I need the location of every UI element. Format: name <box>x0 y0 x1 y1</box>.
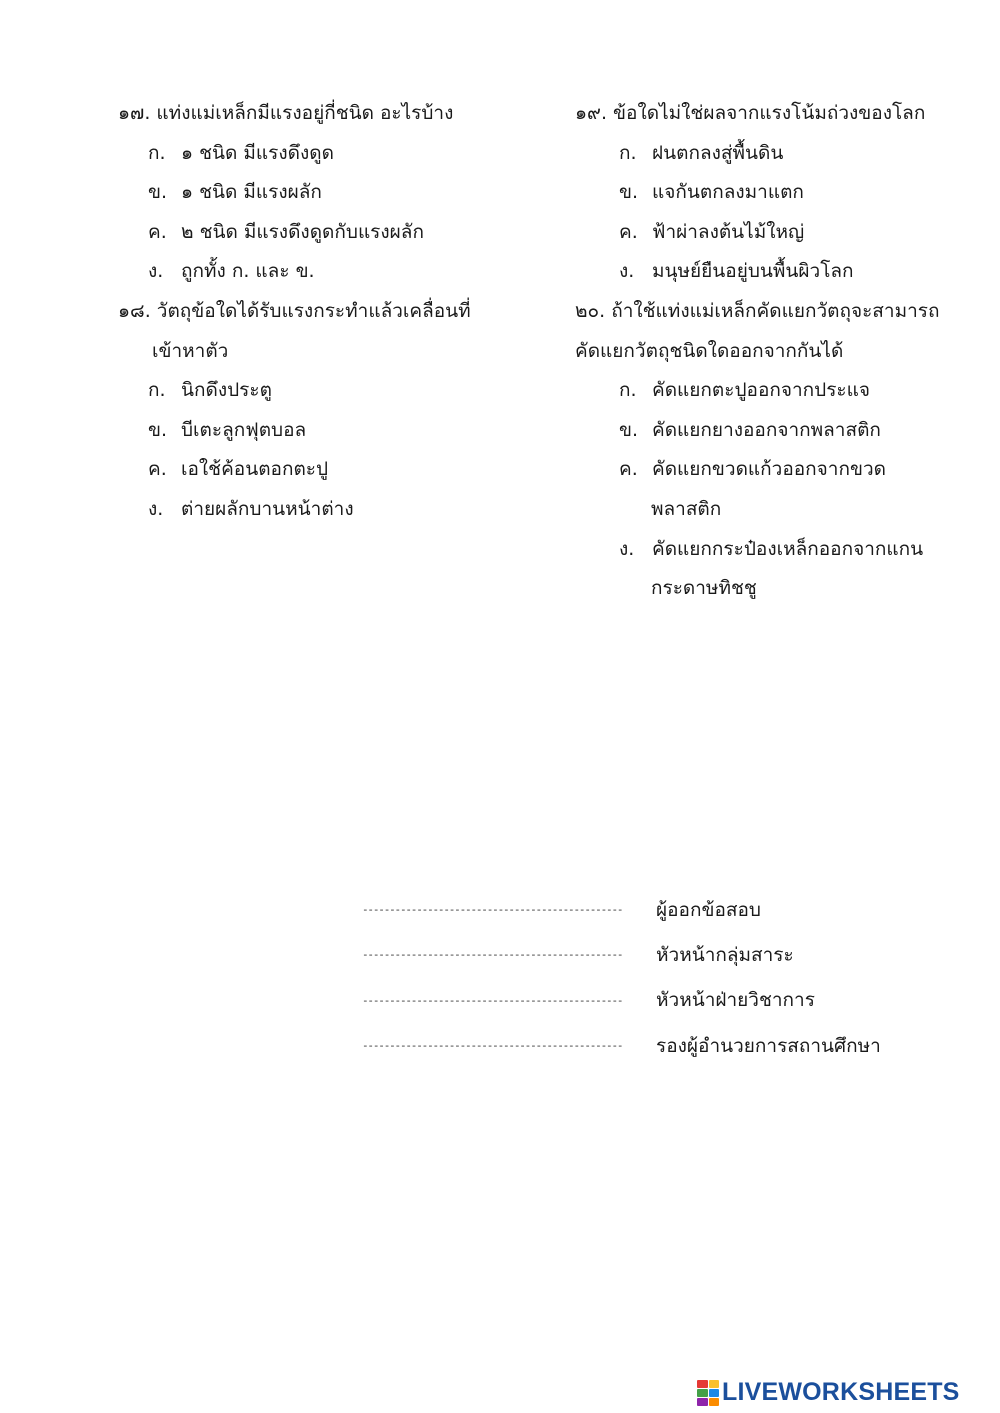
option-text: คัดแยกกระป๋องเหล็กออกจากแกน <box>652 537 924 560</box>
option-text: คัดแยกยางออกจากพลาสติก <box>652 418 881 441</box>
option-text: คัดแยกตะปูออกจากประแจ <box>652 379 871 402</box>
q18-option-b <box>118 411 518 451</box>
option-text: ต่ายผลักบานหน้าต่าง <box>181 497 354 520</box>
option-letter: ค. <box>619 220 638 243</box>
question-18: ๑๘. วัตถุข้อใดได้รับแรงกระทำแล้วเคลื่อนที่ <box>118 299 471 322</box>
option-text: บีเตะลูกฟุตบอล <box>181 418 307 441</box>
option-letter: ก. <box>619 379 637 402</box>
option-text: มนุษย์ยืนอยู่บนพื้นผิวโลก <box>652 260 854 283</box>
option-letter: ข. <box>619 181 639 204</box>
option-text: แจกันตกลงมาแตก <box>652 181 804 204</box>
q19-option-b <box>575 173 970 213</box>
q20-option-c <box>575 450 970 490</box>
option-text: ฝนตกลงสู่พื้นดิน <box>652 141 784 164</box>
question-19: ๑๙. ข้อใดไม่ใช่ผลจากแรงโน้มถ่วงของโลก <box>575 102 926 124</box>
option-text: ๒ ชนิด มีแรงดึงดูดกับแรงผลัก <box>181 220 424 243</box>
mark-block <box>709 1389 720 1397</box>
signature-line: ------------------------------------------------ <box>362 993 623 1007</box>
brand-text: LIVEWORKSHEETS <box>722 1378 960 1406</box>
signature-role: หัวหน้ากลุ่มสาระ <box>656 943 794 966</box>
q18-option-d <box>118 490 518 530</box>
option-text: ๑ ชนิด มีแรงผลัก <box>181 181 322 204</box>
q20-option-b <box>575 411 970 451</box>
signature-row-deputy-director <box>362 1023 962 1068</box>
q19-option-c <box>575 213 970 253</box>
mark-block <box>709 1398 720 1406</box>
mark-block <box>697 1389 708 1397</box>
option-text: คัดแยกขวดแก้วออกจากขวด <box>652 458 886 481</box>
q19-option-d <box>575 252 970 292</box>
signature-line: ------------------------------------------------ <box>362 1039 623 1053</box>
option-letter: ก. <box>148 379 166 402</box>
question-20: ๒๐. ถ้าใช้แท่งแม่เหล็กคัดแยกวัตถุจะสามารถ <box>575 299 940 322</box>
liveworksheets-mark-icon <box>697 1380 719 1406</box>
q18-option-a <box>118 371 518 411</box>
right-column <box>575 94 970 609</box>
signature-line: ------------------------------------------------ <box>362 948 623 962</box>
question-20-continuation: คัดแยกวัตถุชนิดใดออกจากกันได้ <box>575 339 844 362</box>
mark-block <box>709 1380 720 1388</box>
signature-row-academic-head <box>362 978 962 1023</box>
option-letter: ข. <box>619 418 639 441</box>
option-letter: ข. <box>148 181 168 204</box>
q17-option-a <box>118 134 518 174</box>
question-17: ๑๗. แท่งแม่เหล็กมีแรงอยู่กี่ชนิด อะไรบ้าง <box>118 102 454 124</box>
signature-role: หัวหน้าฝ่ายวิชาการ <box>656 989 815 1012</box>
option-letter: ก. <box>619 141 637 164</box>
option-text: ฟ้าผ่าลงต้นไม้ใหญ่ <box>652 220 805 243</box>
mark-block <box>697 1398 708 1406</box>
option-letter: ง. <box>148 260 164 283</box>
liveworksheets-logo <box>697 1378 960 1407</box>
option-letter: ข. <box>148 418 168 441</box>
option-letter: ค. <box>619 458 638 481</box>
signature-line: ------------------------------------------------ <box>362 903 623 917</box>
q20-option-a <box>575 371 970 411</box>
signature-role: รองผู้อำนวยการสถานศึกษา <box>656 1034 881 1057</box>
signature-role: ผู้ออกข้อสอบ <box>656 898 761 921</box>
signature-row-department-head <box>362 932 962 977</box>
q20-option-d-continuation: กระดาษทิชชู <box>651 577 757 600</box>
q20-option-c-continuation: พลาสติก <box>651 497 722 520</box>
signature-row-exam-setter <box>362 887 962 932</box>
q20-option-d <box>575 530 970 570</box>
option-text: เอใช้ค้อนตอกตะปู <box>181 458 329 481</box>
option-letter: ค. <box>148 458 167 481</box>
option-letter: ก. <box>148 141 166 164</box>
option-letter: ง. <box>619 537 635 560</box>
q19-option-a <box>575 134 970 174</box>
signature-block <box>362 887 962 1068</box>
option-text: ถูกทั้ง ก. และ ข. <box>181 260 315 283</box>
q17-option-c <box>118 213 518 253</box>
mark-block <box>697 1380 708 1388</box>
option-letter: ง. <box>148 497 164 520</box>
option-text: นิกดึงประตู <box>181 379 272 402</box>
option-letter: ง. <box>619 260 635 283</box>
left-column <box>118 94 518 530</box>
option-text: ๑ ชนิด มีแรงดึงดูด <box>181 141 334 164</box>
q17-option-b <box>118 173 518 213</box>
question-18-continuation: เข้าหาตัว <box>152 339 229 362</box>
q18-option-c <box>118 450 518 490</box>
q17-option-d <box>118 252 518 292</box>
option-letter: ค. <box>148 220 167 243</box>
